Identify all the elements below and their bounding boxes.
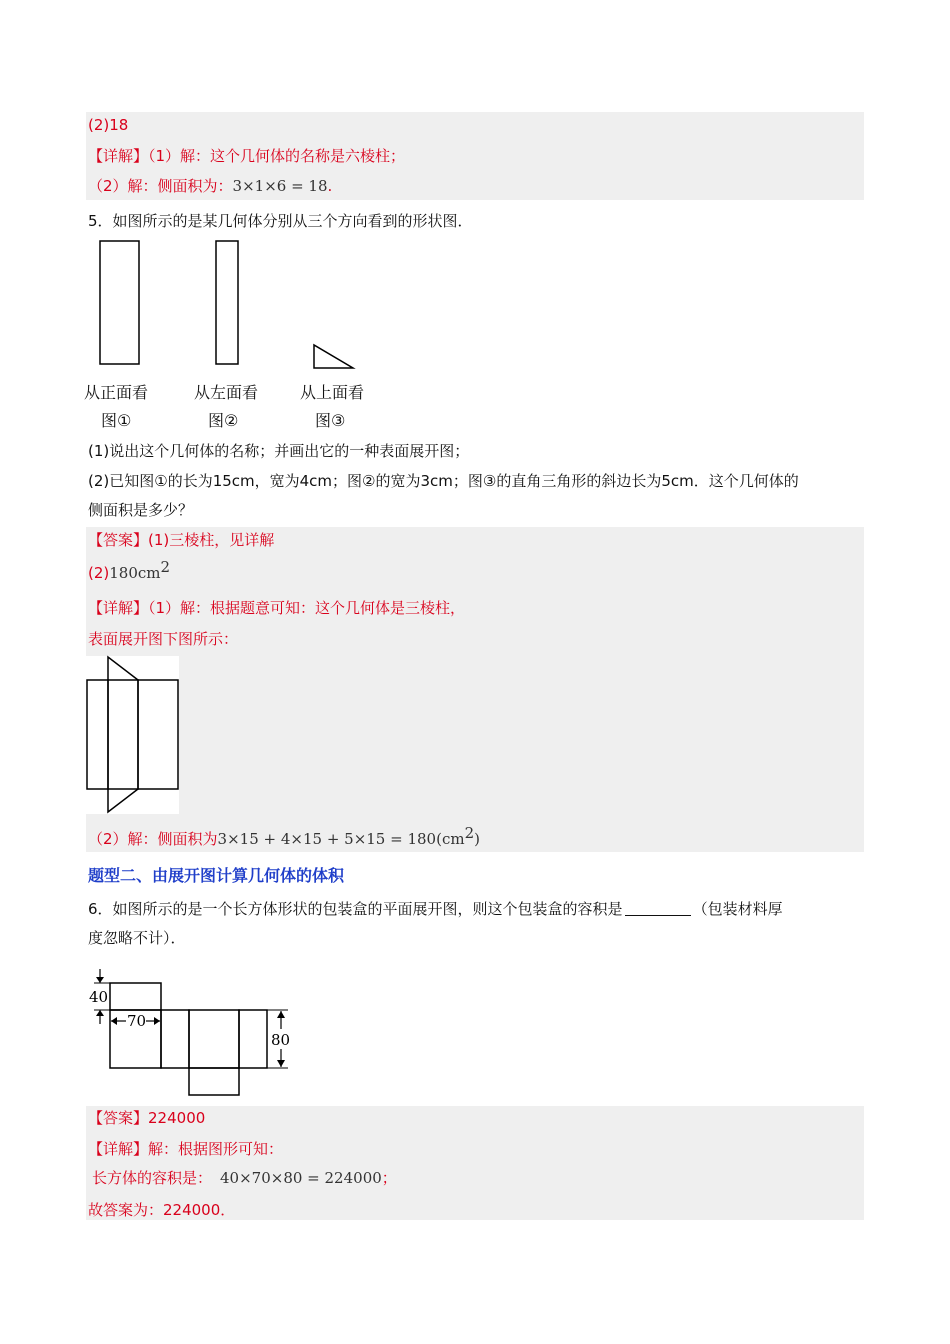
net-face-3 — [189, 1010, 239, 1068]
dim-70-arrow-right — [154, 1017, 160, 1025]
detail-text: （1）解：根据题意可知：这个几何体是三棱柱， — [148, 599, 466, 617]
question-5-part2-line1: (2)已知图①的长为15cm，宽为4cm；图②的宽为3cm；图③的直角三角形的斜边长为5cm．这个几何体的 — [88, 472, 799, 490]
stem-text: 6．如图所示的是一个长方体形状的包装盒的平面展开图，则这个包装盒的容积是 — [88, 900, 623, 918]
question-5-part1: (1)说出这个几何体的名称；并画出它的一种表面展开图； — [88, 442, 470, 460]
formula: 3×15 + 4×15 + 5×15 = 180(cm — [217, 830, 465, 848]
figure-label-2: 图② — [208, 411, 239, 430]
detail-line-1 — [88, 1138, 283, 1160]
period: . — [327, 177, 333, 195]
answer-text: (1)三棱柱，见详解 — [148, 531, 275, 549]
answer-formula: 180cm — [109, 564, 161, 582]
net-bottom-flap — [189, 1068, 239, 1095]
question-5-stem: 5．如图所示的是某几何体分别从三个方向看到的形状图． — [88, 212, 473, 230]
figure-label-1: 图① — [101, 411, 132, 430]
dim-40-arrow-down — [96, 977, 104, 983]
superscript: 2 — [464, 824, 475, 842]
stem-text: （包装材料厚 — [692, 900, 783, 918]
view-label-front: 从正面看 — [84, 383, 149, 402]
detail-tag: 【详解】 — [88, 599, 149, 617]
detail-tag: 【详解】 — [88, 1140, 149, 1158]
question-5-part2-line2: 侧面积是多少？ — [88, 501, 194, 519]
dim-label-40: 40 — [89, 988, 109, 1006]
answer-text: 224000 — [148, 1109, 206, 1127]
view-label-left: 从左面看 — [194, 383, 259, 402]
question-6-stem-line2: 度忽略不计）． — [88, 929, 186, 947]
answer-tag: 【答案】 — [88, 531, 149, 549]
dim-80-arrow-down — [277, 1060, 285, 1067]
answer-prefix: (2) — [88, 564, 110, 582]
detail-line-3: 故答案为：224000． — [88, 1201, 236, 1219]
detail-text: （2）解：侧面积为： — [88, 177, 233, 195]
dim-70-arrow-left — [111, 1017, 117, 1025]
detail-text: 解：根据图形可知： — [148, 1140, 284, 1158]
superscript: 2 — [160, 558, 171, 576]
answer-tag: 【答案】 — [88, 1109, 149, 1127]
section-title: 题型二、由展开图计算几何体的体积 — [88, 866, 345, 885]
detail-text: 长方体的容积是： — [92, 1169, 213, 1187]
view-label-top: 从上面看 — [300, 383, 365, 402]
semicolon: ； — [381, 1169, 397, 1187]
formula: 40×70×80 = 224000 — [220, 1169, 382, 1187]
answer-line — [88, 1107, 205, 1129]
detail-line-net: 表面展开图下图所示： — [88, 630, 239, 648]
net-face-2 — [161, 1010, 189, 1068]
answer-part2: (2)18 — [88, 116, 129, 134]
detail-tag: 【详解】 — [88, 147, 149, 165]
dim-label-70: 70 — [127, 1012, 147, 1030]
dim-40-arrow-up — [96, 1010, 104, 1016]
net-top-flap — [110, 983, 161, 1010]
dim-80-arrow-up — [277, 1011, 285, 1018]
formula: 3×1×6 = 18 — [232, 177, 328, 195]
figure-label-3: 图③ — [315, 411, 346, 430]
dim-label-80: 80 — [271, 1031, 291, 1049]
detail-text: （2）解：侧面积为 — [88, 830, 218, 848]
detail-line-2 — [92, 1167, 397, 1189]
detail-text: （1）解：这个几何体的名称是六棱柱； — [148, 147, 406, 165]
closing-paren: ) — [474, 830, 480, 848]
net-face-4 — [239, 1010, 267, 1068]
